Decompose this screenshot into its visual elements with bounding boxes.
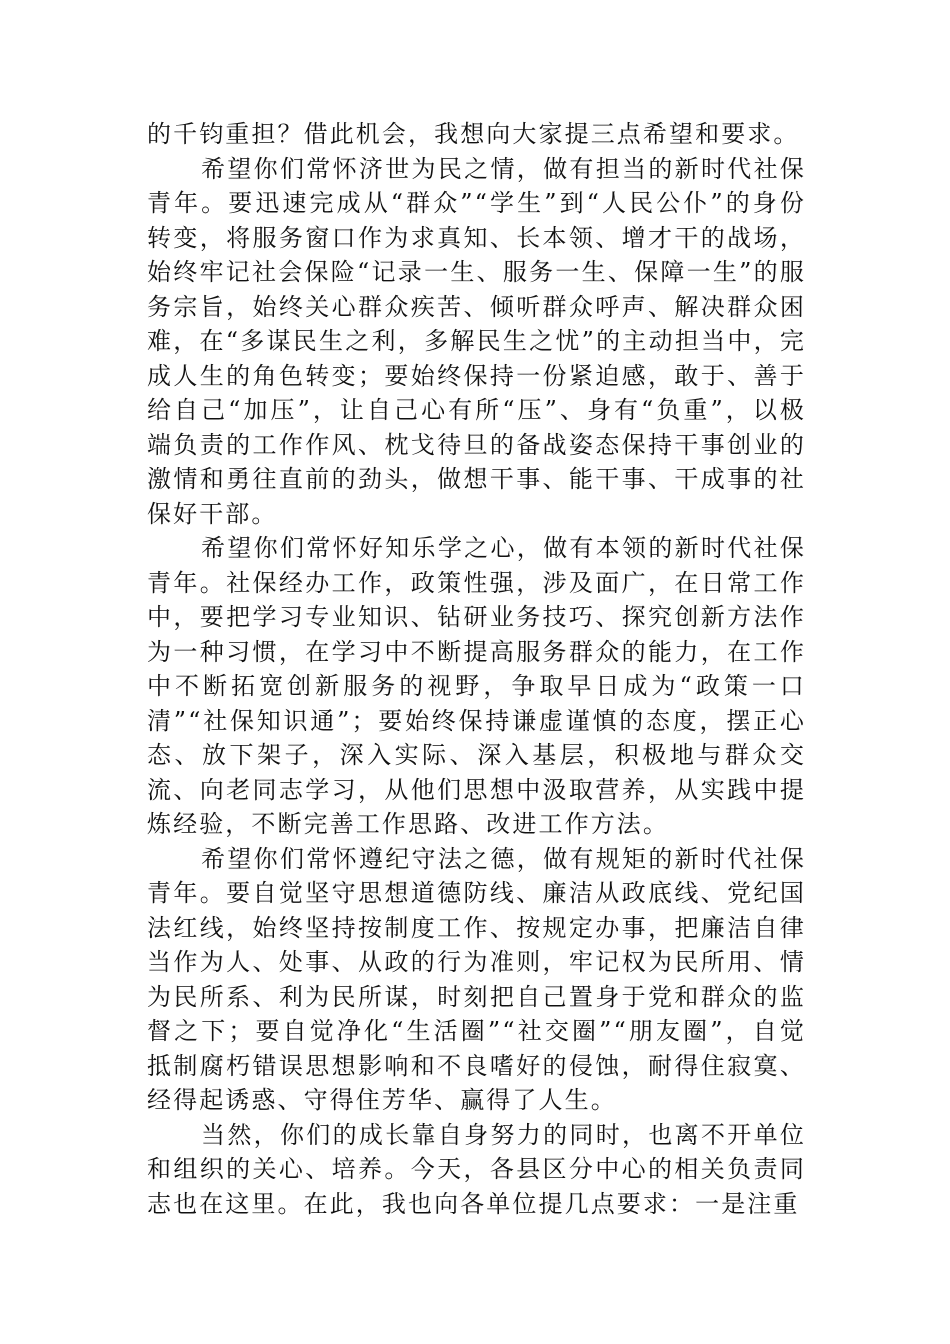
paragraph-hope-two: 希望你们常怀好知乐学之心，做有本领的新时代社保青年。社保经办工作，政策性强，涉及面广，在日常工作中，要把学习专业知识、钻研业务技巧、探究创新方法作为一种习惯，在学习中不断提高服务群众的能力，在工作中不断拓宽创新服务的视野，争取早日成为“政策一口清”“社保知识通”；要始终保持谦虚谨慎的态度，摆正心态、放下架子，深入实际、深入基层，积极地与群众交流、向老同志学习，从他们思想中汲取营养，从实践中提炼经验，不断完善工作思路、改进工作方法。 xyxy=(147,534,806,838)
paragraph-hope-three: 希望你们常怀遵纪守法之德，做有规矩的新时代社保青年。要自觉坚守思想道德防线、廉洁从政底线、党纪国法红线，始终坚持按制度工作、按规定办事，把廉洁自律当作为人、处事、从政的行为准则，牢记权为民所用、情为民所系、利为民所谋，时刻把自己置身于党和群众的监督之下；要自觉净化“生活圈”“社交圈”“朋友圈”，自觉抵制腐朽错误思想影响和不良嗜好的侵蚀，耐得住寂寞、经得起诱惑、守得住芳华、赢得了人生。 xyxy=(147,844,806,1114)
paragraph-hope-one: 希望你们常怀济世为民之情，做有担当的新时代社保青年。要迅速完成从“群众”“学生”到“人民公仆”的身份转变，将服务窗口作为求真知、长本领、增才干的战场，始终牢记社会保险“记录一生、服务一生、保障一生”的服务宗旨，始终关心群众疾苦、倾听群众呼声、解决群众困难，在“多谋民生之利，多解民生之忧”的主动担当中，完成人生的角色转变；要始终保持一份紧迫感，敢于、善于给自己“加压”，让自己心有所“压”、身有“负重”，以极端负责的工作作风、枕戈待旦的备战姿态保持干事创业的激情和勇往直前的劲头，做想干事、能干事、干成事的社保好干部。 xyxy=(147,154,806,528)
document-body xyxy=(147,117,806,1221)
paragraph-continuation: 的千钧重担？借此机会，我想向大家提三点希望和要求。 xyxy=(147,120,800,148)
paragraph-unit-requirements: 当然，你们的成长靠自身努力的同时，也离不开单位和组织的关心、培养。今天，各县区分中心的相关负责同志也在这里。在此，我也向各单位提几点要求：一是注重 xyxy=(147,1120,806,1218)
